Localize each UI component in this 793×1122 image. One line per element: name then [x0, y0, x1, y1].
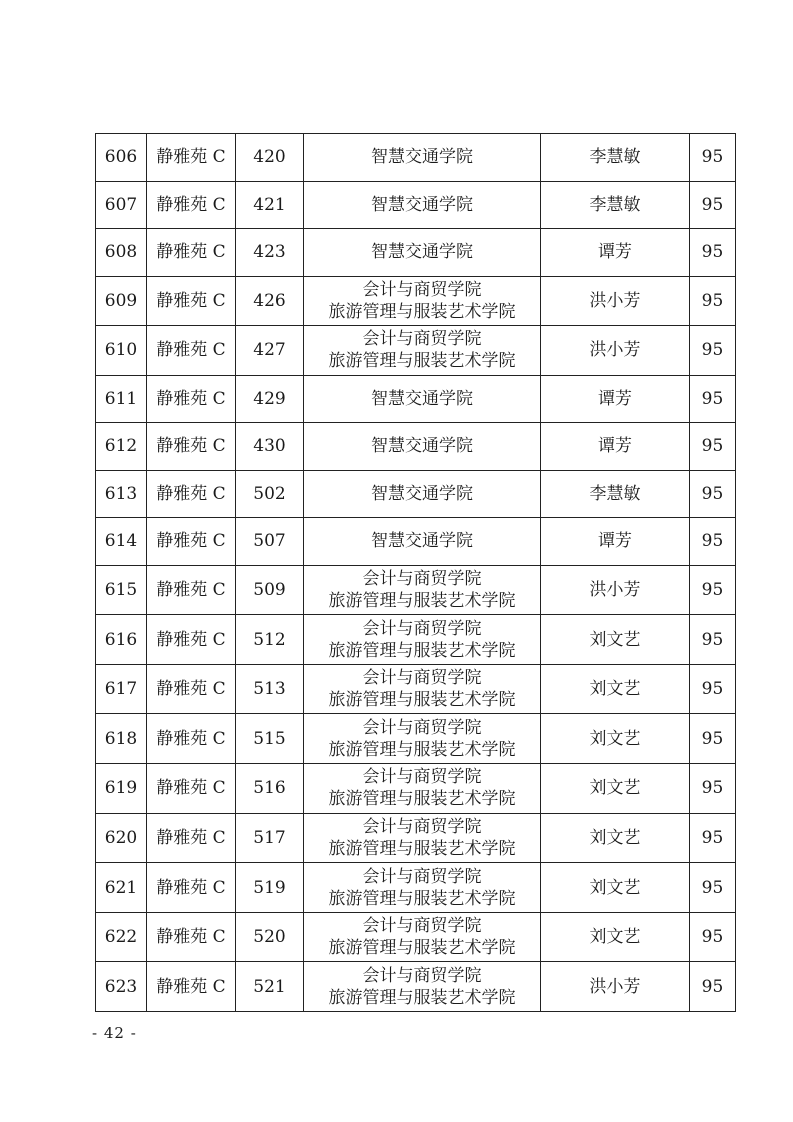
cell-college [304, 664, 541, 714]
cell-person-name: 李慧敏 [541, 181, 690, 229]
college-line: 会计与商贸学院 [362, 916, 482, 937]
college-line: 会计与商贸学院 [362, 866, 482, 887]
college-line: 会计与商贸学院 [362, 767, 482, 788]
cell-score: 95 [690, 764, 736, 814]
cell-college [304, 714, 541, 764]
table-row [96, 714, 736, 764]
college-line: 智慧交通学院 [371, 242, 473, 263]
cell-score: 95 [690, 565, 736, 615]
college-line: 智慧交通学院 [371, 483, 473, 504]
college-line: 会计与商贸学院 [362, 568, 482, 589]
cell-college [304, 423, 541, 471]
cell-score: 95 [690, 962, 736, 1012]
cell-person-name: 李慧敏 [541, 470, 690, 518]
cell-college [304, 863, 541, 913]
cell-building: 静雅苑 C [147, 813, 236, 863]
cell-room-number: 507 [236, 518, 304, 566]
cell-person-name: 谭芳 [541, 375, 690, 423]
cell-college [304, 615, 541, 665]
cell-room-number: 515 [236, 714, 304, 764]
cell-serial-number: 618 [96, 714, 147, 764]
cell-serial-number: 619 [96, 764, 147, 814]
cell-score: 95 [690, 423, 736, 471]
cell-room-number: 423 [236, 229, 304, 277]
cell-room-number: 521 [236, 962, 304, 1012]
cell-serial-number: 617 [96, 664, 147, 714]
cell-building: 静雅苑 C [147, 181, 236, 229]
cell-building: 静雅苑 C [147, 326, 236, 376]
cell-serial-number: 608 [96, 229, 147, 277]
college-line: 旅游管理与服装艺术学院 [328, 590, 516, 611]
cell-building: 静雅苑 C [147, 276, 236, 326]
table-row [96, 518, 736, 566]
table-row [96, 615, 736, 665]
table-row [96, 181, 736, 229]
college-line: 旅游管理与服装艺术学院 [328, 739, 516, 760]
cell-college [304, 813, 541, 863]
college-line: 会计与商贸学院 [362, 329, 482, 350]
cell-person-name: 洪小芳 [541, 326, 690, 376]
cell-serial-number: 620 [96, 813, 147, 863]
college-line: 会计与商贸学院 [362, 965, 482, 986]
college-line: 旅游管理与服装艺术学院 [328, 301, 516, 322]
table-row [96, 565, 736, 615]
cell-score: 95 [690, 375, 736, 423]
cell-building: 静雅苑 C [147, 863, 236, 913]
cell-college [304, 229, 541, 277]
college-line: 旅游管理与服装艺术学院 [328, 789, 516, 810]
college-line: 旅游管理与服装艺术学院 [328, 938, 516, 959]
cell-serial-number: 612 [96, 423, 147, 471]
cell-person-name: 刘文艺 [541, 863, 690, 913]
dormitory-inspection-table [95, 133, 736, 1012]
college-line: 旅游管理与服装艺术学院 [328, 888, 516, 909]
cell-room-number: 430 [236, 423, 304, 471]
table-row [96, 470, 736, 518]
table-body [96, 134, 736, 1012]
cell-building: 静雅苑 C [147, 518, 236, 566]
cell-person-name: 刘文艺 [541, 764, 690, 814]
cell-person-name: 洪小芳 [541, 565, 690, 615]
table-row [96, 276, 736, 326]
cell-score: 95 [690, 229, 736, 277]
cell-building: 静雅苑 C [147, 912, 236, 962]
cell-serial-number: 609 [96, 276, 147, 326]
cell-serial-number: 615 [96, 565, 147, 615]
cell-score: 95 [690, 912, 736, 962]
table-row [96, 134, 736, 182]
cell-serial-number: 621 [96, 863, 147, 913]
cell-building: 静雅苑 C [147, 615, 236, 665]
cell-person-name: 刘文艺 [541, 664, 690, 714]
college-line: 会计与商贸学院 [362, 668, 482, 689]
college-line: 智慧交通学院 [371, 531, 473, 552]
cell-building: 静雅苑 C [147, 134, 236, 182]
table-row [96, 962, 736, 1012]
cell-college [304, 764, 541, 814]
table-row [96, 863, 736, 913]
cell-building: 静雅苑 C [147, 962, 236, 1012]
cell-score: 95 [690, 664, 736, 714]
table-row [96, 813, 736, 863]
table-row [96, 229, 736, 277]
cell-serial-number: 610 [96, 326, 147, 376]
cell-room-number: 427 [236, 326, 304, 376]
cell-room-number: 426 [236, 276, 304, 326]
page-number: - 42 - [92, 1024, 137, 1042]
cell-building: 静雅苑 C [147, 423, 236, 471]
college-line: 旅游管理与服装艺术学院 [328, 690, 516, 711]
college-line: 旅游管理与服装艺术学院 [328, 640, 516, 661]
cell-serial-number: 611 [96, 375, 147, 423]
cell-college [304, 375, 541, 423]
cell-room-number: 520 [236, 912, 304, 962]
college-line: 会计与商贸学院 [362, 618, 482, 639]
college-line: 智慧交通学院 [371, 436, 473, 457]
table-row [96, 423, 736, 471]
cell-college [304, 134, 541, 182]
cell-room-number: 519 [236, 863, 304, 913]
cell-person-name: 刘文艺 [541, 813, 690, 863]
cell-score: 95 [690, 615, 736, 665]
cell-serial-number: 606 [96, 134, 147, 182]
college-line: 智慧交通学院 [371, 194, 473, 215]
cell-serial-number: 613 [96, 470, 147, 518]
cell-college [304, 326, 541, 376]
cell-score: 95 [690, 470, 736, 518]
cell-college [304, 962, 541, 1012]
cell-serial-number: 616 [96, 615, 147, 665]
college-line: 智慧交通学院 [371, 388, 473, 409]
cell-score: 95 [690, 276, 736, 326]
cell-score: 95 [690, 326, 736, 376]
cell-room-number: 502 [236, 470, 304, 518]
cell-room-number: 421 [236, 181, 304, 229]
college-line: 智慧交通学院 [371, 147, 473, 168]
cell-college [304, 470, 541, 518]
cell-room-number: 509 [236, 565, 304, 615]
cell-serial-number: 623 [96, 962, 147, 1012]
cell-serial-number: 622 [96, 912, 147, 962]
cell-score: 95 [690, 181, 736, 229]
cell-score: 95 [690, 813, 736, 863]
college-line: 会计与商贸学院 [362, 279, 482, 300]
cell-score: 95 [690, 863, 736, 913]
cell-person-name: 刘文艺 [541, 912, 690, 962]
cell-college [304, 276, 541, 326]
college-line: 旅游管理与服装艺术学院 [328, 838, 516, 859]
cell-score: 95 [690, 518, 736, 566]
college-line: 旅游管理与服装艺术学院 [328, 987, 516, 1008]
cell-building: 静雅苑 C [147, 229, 236, 277]
cell-person-name: 刘文艺 [541, 714, 690, 764]
table-row [96, 912, 736, 962]
cell-person-name: 洪小芳 [541, 962, 690, 1012]
cell-building: 静雅苑 C [147, 664, 236, 714]
cell-building: 静雅苑 C [147, 764, 236, 814]
cell-room-number: 517 [236, 813, 304, 863]
cell-person-name: 洪小芳 [541, 276, 690, 326]
cell-building: 静雅苑 C [147, 714, 236, 764]
college-line: 会计与商贸学院 [362, 816, 482, 837]
cell-room-number: 420 [236, 134, 304, 182]
cell-person-name: 谭芳 [541, 423, 690, 471]
table-row [96, 664, 736, 714]
cell-building: 静雅苑 C [147, 375, 236, 423]
cell-serial-number: 607 [96, 181, 147, 229]
cell-building: 静雅苑 C [147, 470, 236, 518]
college-line: 会计与商贸学院 [362, 717, 482, 738]
cell-person-name: 谭芳 [541, 229, 690, 277]
cell-person-name: 李慧敏 [541, 134, 690, 182]
cell-room-number: 516 [236, 764, 304, 814]
table-row [96, 375, 736, 423]
cell-person-name: 谭芳 [541, 518, 690, 566]
cell-score: 95 [690, 134, 736, 182]
college-line: 旅游管理与服装艺术学院 [328, 351, 516, 372]
cell-score: 95 [690, 714, 736, 764]
cell-college [304, 565, 541, 615]
table-row [96, 764, 736, 814]
cell-room-number: 512 [236, 615, 304, 665]
table-row [96, 326, 736, 376]
cell-college [304, 181, 541, 229]
cell-person-name: 刘文艺 [541, 615, 690, 665]
cell-room-number: 429 [236, 375, 304, 423]
cell-serial-number: 614 [96, 518, 147, 566]
cell-room-number: 513 [236, 664, 304, 714]
cell-college [304, 912, 541, 962]
cell-college [304, 518, 541, 566]
cell-building: 静雅苑 C [147, 565, 236, 615]
